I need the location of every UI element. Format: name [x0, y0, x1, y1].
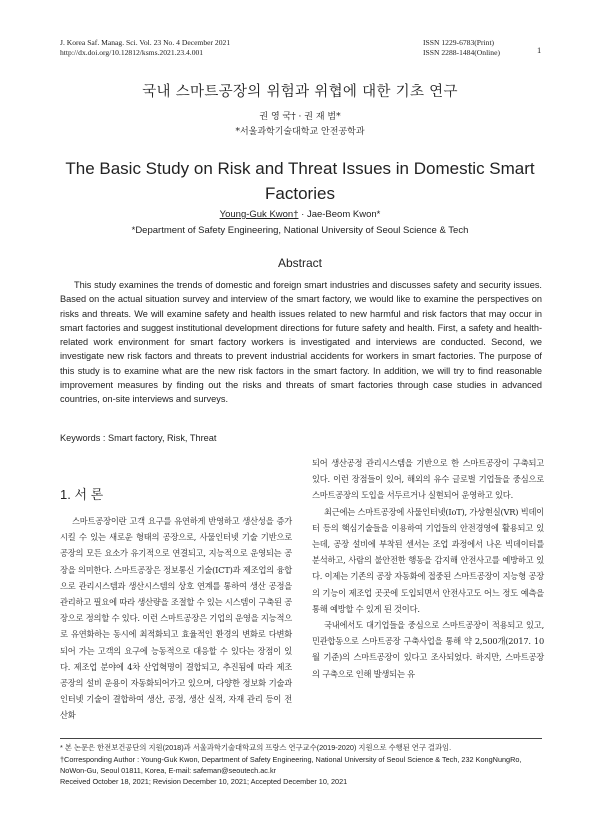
- paragraph: 국내에서도 대기업들을 중심으로 스마트공장이 적용되고 있고, 민관합동으로 스마트공장 구축사업을 통해 약 2,500개(2017. 10월 기준)의 스마트공장이 있다고 조사되었다. 하지만, 스마트공장의 구축으로 인해 발생되는 유: [312, 620, 544, 679]
- funding-footnote: * 본 논문은 한전보건공단의 지원(2018)과 서울과학기술대학교의 프랑스 연구교수(2019-2020) 지원으로 수행된 연구 결과임.: [60, 743, 452, 752]
- korean-affiliation: *서울과학기술대학교 안전공학과: [235, 127, 365, 137]
- journal-citation: J. Korea Saf. Manag. Sci. Vol. 23 No. 4 December 2021: [60, 38, 231, 47]
- korean-authors: 권 영 국† · 권 재 범*: [259, 112, 341, 122]
- english-authors: [0, 209, 600, 220]
- corresponding-author: Young-Guk Kwon†: [219, 209, 299, 220]
- right-column: [312, 455, 544, 682]
- issn-print: ISSN 1229-6783(Print): [423, 38, 495, 47]
- corresponding-author-footnote: †Corresponding Author : Young-Guk Kwon, Department of Safety Engineering, National University of Seoul Science & Tech, 232 KongNungRo, NoWon-Gu, Seoul 01811, Korea, E-mail: safeman@seoutech.ac.kr: [60, 755, 522, 775]
- abstract-body: This study examines the trends of domestic and foreign smart industries and discusses safety and security issues. Based on the actual situation survey and interview of the smart factory, we would like to examine the perspectives on risks and threats. We will examine safety and health issues related to new harmful and risk factors that may occur in smart factories and suggest institutional development directions for future safety and health. First, a safety and health-related work environment for smart factory workers is investigated and interviews are conducted. Second, we investigate new risk factors and threats to prevent industrial accidents for workers in smart factories. The purpose of this study is to examine what are the new risk factors in the smart factory. In addition, we will try to find reasonable improvement measures by finding out the risks and threats of smart factories through case studies in advanced countries, on-site interviews and surveys.: [60, 280, 542, 405]
- journal-header-right: [423, 38, 500, 58]
- journal-header-left: [60, 38, 230, 58]
- english-title: The Basic Study on Risk and Threat Issues in Domestic Smart Factories: [65, 159, 535, 203]
- keywords: Keywords : Smart factory, Risk, Threat: [60, 433, 217, 443]
- paragraph: 되어 생산공정 관리시스템을 기반으로 한 스마트공장이 구축되고 있다. 이런 장점들이 있어, 해외의 유수 글로벌 기업들을 중심으로 스마트공장의 도입을 서두르거나 실현되어 운영하고 있다.: [312, 458, 544, 501]
- korean-title: 국내 스마트공장의 위험과 위협에 대한 기초 연구: [142, 84, 458, 100]
- section-title: 1. 서 론: [60, 487, 104, 502]
- paragraph: 최근에는 스마트공장에 사물인터넷(IoT), 가상현실(VR) 빅데이터 등의 핵심기술들을 이용하여 기업들의 안전경영에 활용되고 있는데, 공장 설비에 부착된 센서는 조업 과정에서 나온 빅데이터를 분석하고, 사람의 불안전한 행동을 감지해 안전사고를 예방하고 있다. 이제는 기존의 공장 자동화에 접중된 스마트공장이 지능형 공장의 기능이 제조업 곳곳에 도입되면서 안전사고도 어느 정도 예측을 통해 예방할 수 있게 된 것이다.: [312, 506, 545, 614]
- co-author: Jae-Beom Kwon*: [306, 209, 381, 220]
- issn-online: ISSN 2288-1484(Online): [423, 48, 500, 57]
- english-affiliation: *Department of Safety Engineering, National University of Seoul Science & Tech: [131, 225, 469, 236]
- paragraph: 스마트공장이란 고객 요구를 유연하게 반영하고 생산성을 증가시킬 수 있는 새로운 형태의 공장으로, 사물인터넷 기술 기반으로 공장의 모든 요소가 유기적으로 연결되고, 지능적으로 운영되는 공장을 의미한다. 스마트공장은 정보통신 기술(ICT)과 제조업의 융합으로 관리시스템과 생산시스템의 상호 연계를 통하여 생산 공정을 관리하고 필요에 따라 생산량을 조절할 수 있는 시스템이 구축된 공장으로 정의할 수 있다. 이런 스마트공장은 기업의 운영을 지능적으로 유연화하는 동시에 최적화되고 효율적인 환경의 변화로 다변화되어 가는 고객의 요구에 능동적으로 대응할 수 있다는 장점이 있다. 제조업 분야에 4차 산업혁명이 결합되고, 추진됨에 따라 제조 공장의 설비 운용이 자동화되어가고 있으며, 다양한 정보화 기술과 인터넷 기술이 결합하여 생산, 공정, 생산 실적, 자재 관리 등이 전산화: [60, 516, 292, 721]
- left-column: [60, 513, 292, 724]
- doi-link[interactable]: http://dx.doi.org/10.12812/ksms.2021.23.4.001: [60, 48, 204, 57]
- author-separator: ·: [298, 209, 307, 220]
- abstract-heading: Abstract: [277, 256, 322, 270]
- received-dates: Received October 18, 2021; Revision December 10, 2021; Accepted December 10, 2021: [60, 777, 348, 786]
- footnote-divider: [60, 738, 542, 739]
- page-number: 1: [537, 45, 542, 55]
